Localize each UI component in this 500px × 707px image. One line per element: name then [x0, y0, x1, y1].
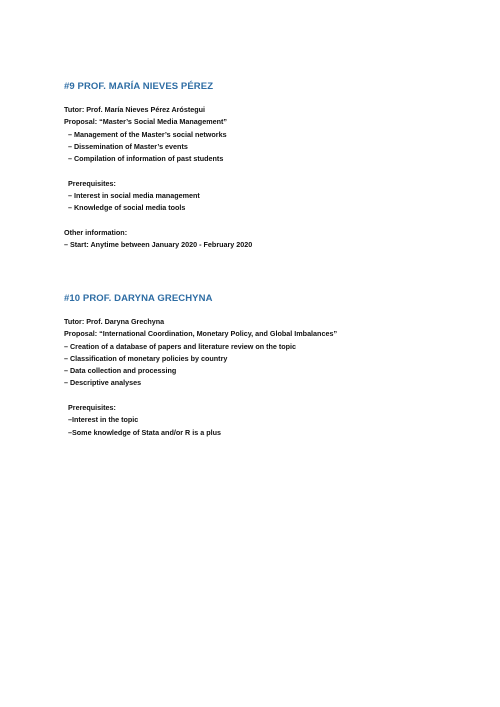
tutor-line: Tutor: Prof. María Nieves Pérez Aróstegui	[64, 105, 205, 114]
prerequisite-item: – Knowledge of social media tools	[68, 203, 186, 213]
task-item: – Descriptive analyses	[64, 378, 142, 388]
task-item: – Management of the Master’s social networks	[68, 129, 227, 139]
other-info-label: Other information:	[64, 227, 128, 237]
entry-9	[64, 81, 464, 252]
prerequisites-label: Prerequisites:	[68, 178, 116, 188]
other-info-item: – Start: Anytime between January 2020 - February 2020	[64, 240, 253, 250]
tutor-line: Tutor: Prof. Daryna Grechyna	[64, 317, 165, 326]
proposal-line: Proposal: “International Coordination, Monetary Policy, and Global Imbalances”	[64, 329, 338, 339]
prerequisite-item: –Some knowledge of Stata and/or R is a plus	[68, 427, 221, 437]
entry-heading: #10 PROF. DARYNA GRECHYNA	[64, 293, 213, 304]
proposal-line: Proposal: “Master’s Social Media Management”	[64, 117, 227, 127]
task-item: – Classification of monetary policies by country	[64, 353, 228, 363]
task-item: – Compilation of information of past students	[68, 154, 224, 164]
task-item: – Data collection and processing	[64, 366, 177, 376]
task-item: – Creation of a database of papers and literature review on the topic	[64, 341, 297, 351]
prerequisite-item: –Interest in the topic	[68, 415, 139, 425]
entry-heading: #9 PROF. MARÍA NIEVES PÉREZ	[64, 81, 214, 92]
task-item: – Dissemination of Master’s events	[68, 141, 188, 151]
prerequisites-label: Prerequisites:	[68, 403, 116, 413]
prerequisite-item: – Interest in social media management	[68, 191, 200, 201]
entry-10	[64, 293, 464, 439]
